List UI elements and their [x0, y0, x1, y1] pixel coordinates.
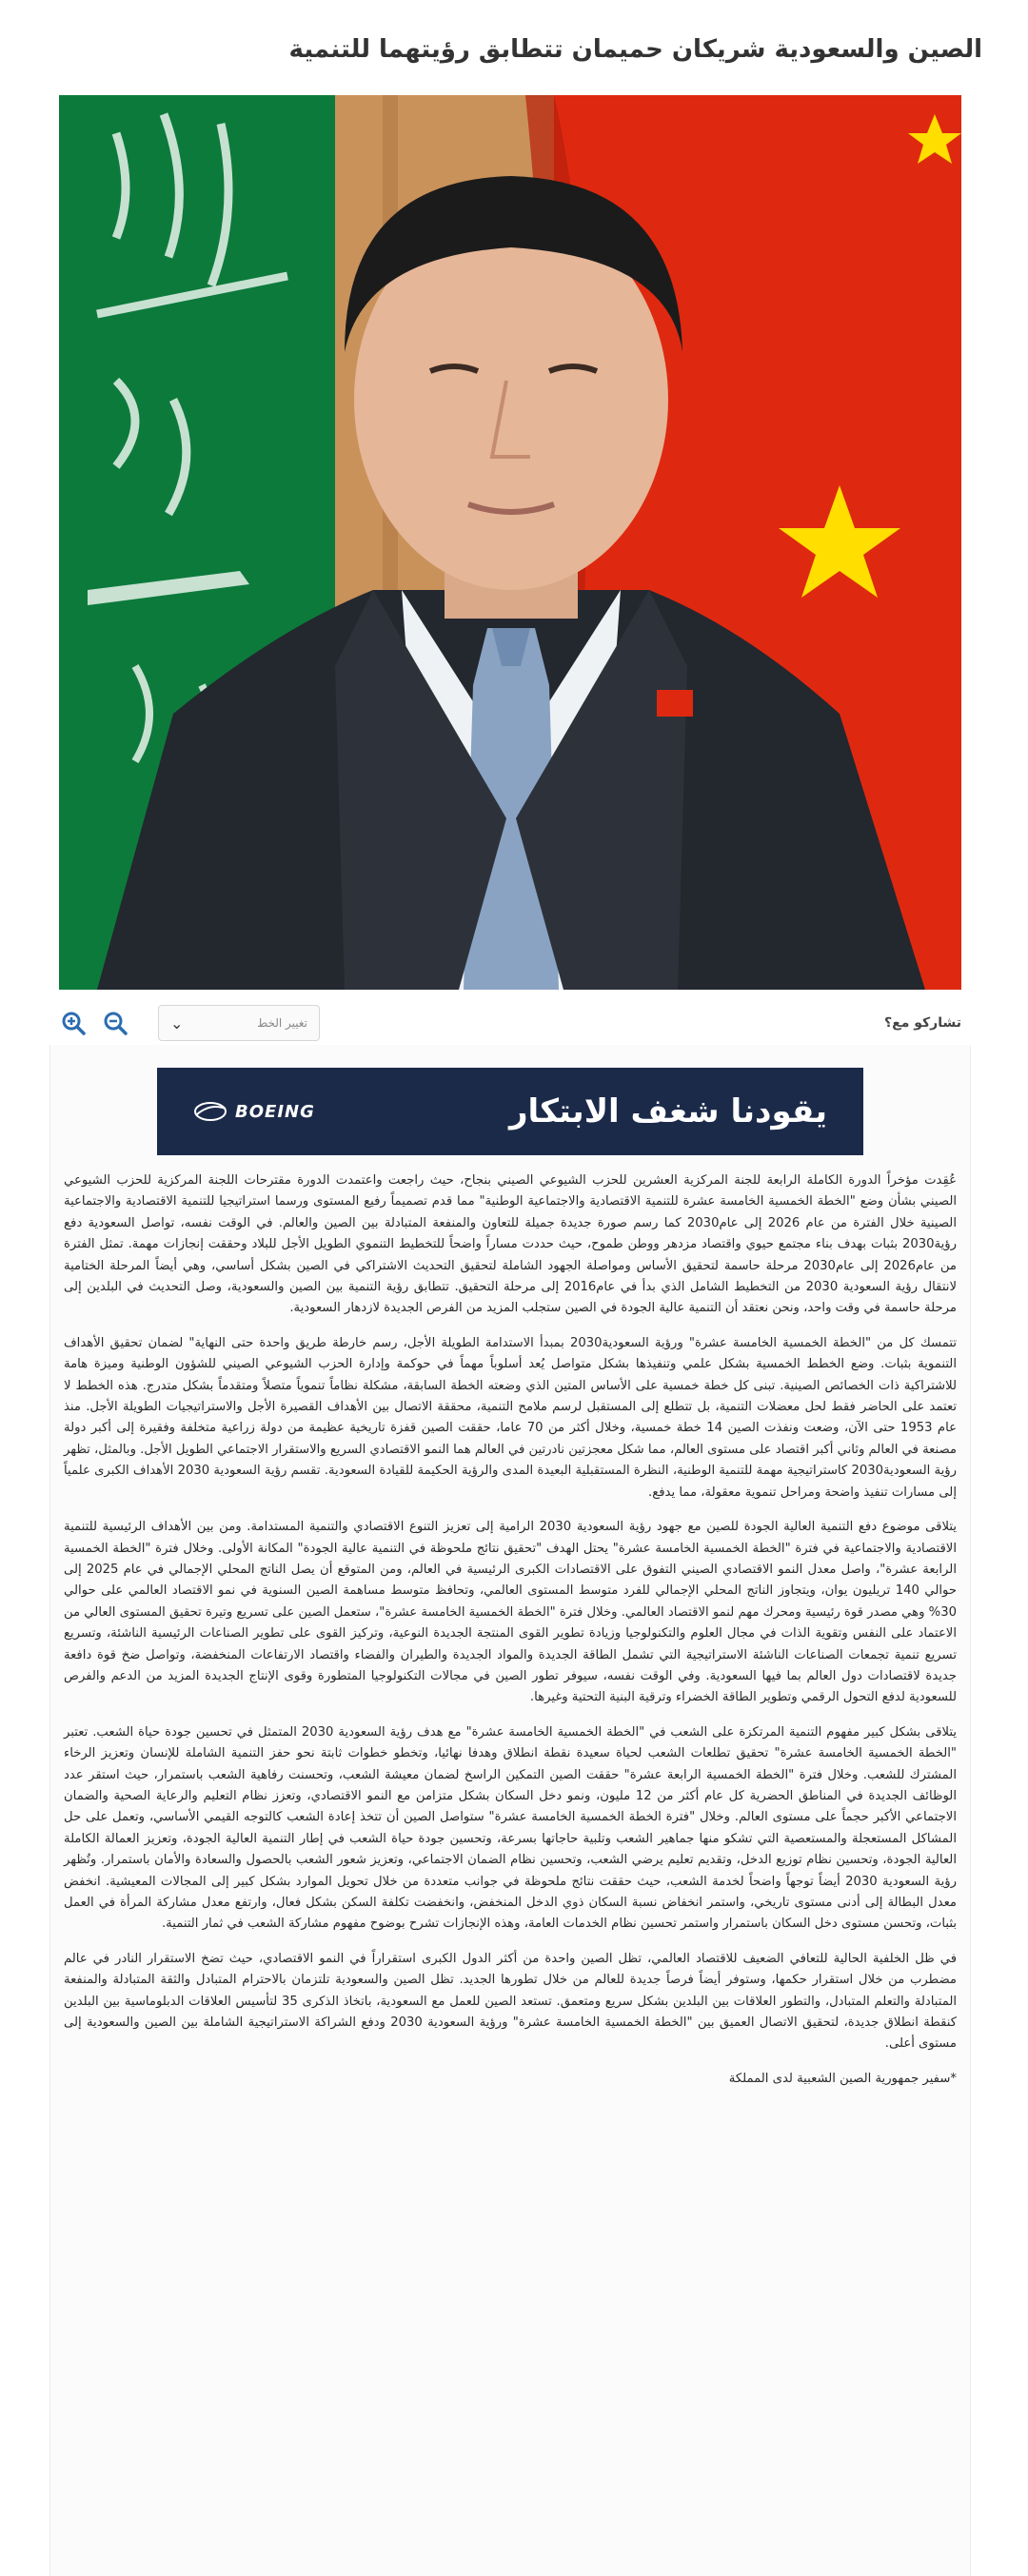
paragraph: يتلاقى موضوع دفع التنمية العالية الجودة للصين مع جهود رؤية السعودية 2030 الرامية إلى تعزيز التنوع الاقتصادي والتنمية المستدامة. ومن بين الأهداف الرئيسية للتنمية الاقتصادية والاجتماعية في فترة "الخطة الخمسية الخامسة عشرة" يحتل الهدف "تحقيق نتائج ملحوظة في التنمية عالية الجودة" المكانة الأولى. وخلال فترة "الخطة الخمسية الرابعة عشرة"، واصل معدل النمو الاقتصادي الصيني التفوق على الاقتصادات الكبرى الرئيسية في العالم، ومن المتوقع أن يصل الناتج المحلي الإجمالي في عام 2025 إلى حوالي 140 تريليون يوان، ويتجاوز الناتج المحلي الإجمالي للفرد متوسط المستوى العالمي، وتحافظ متوسط مساهمة الصين السنوية في نمو الاقتصاد العالمي على حوالي 30% وهي مصدر قوة رئيسية ومحرك مهم لنمو الاقتصاد العالمي. وخلال فترة "الخطة الخمسية الخامسة عشرة"، ستعمل الصين على تسريع وتيرة تحقيق المستوى العالي من الاعتماد على النفس وتقوية الذات في مجال العلوم والتكنولوجيا وزيادة تطوير القوى المنتجة الجديدة النوعية، وتركيز القوى على تطوير الصناعات الرئيسية الناشئة، وتسريع تسريع تنمية تجمعات الصناعات الناشئة الاستراتيجية التي تشمل الطاقة الجديدة والمواد الجديدة والطيران والفضاء واقتصاد الارتفاعات المنخفضة، وتواصل ضخ قوة دافعة جديدة لاقتصادات دول العالم بما فيها السعودية. وفي الوقت نفسه، سيوفر تطور الصين في مجالات التكنولوجيا المتطورة وقوى الإنتاج الجديدة المزيد من الدعم والفرص للسعودية لدفع التحول الرقمي وتطوير الطاقة الخضراء وترقية البنية التحتية وغيرها. — [64, 1520, 957, 1705]
paragraph: يتلاقى بشكل كبير مفهوم التنمية المرتكزة على الشعب في "الخطة الخمسية الخامسة عشرة" مع هدف رؤية السعودية 2030 المتمثل في تحسين جودة حياة الشعب. تعتبر "الخطة الخمسية الخامسة عشرة" تحقيق تطلعات الشعب لحياة سعيدة نقطة انطلاق وهدفا نهائيا، وتخطو خطوات ثابتة نحو حفز التنمية الشاملة للإنسان وتعزيز الرخاء المشترك للشعب. وخلال فترة "الخطة الخمسية الرابعة عشرة" حققت الصين التمكين الراسخ لضمان معيشة الشعب، وتحسنت رفاهية الشعب باستمرار، حيث استقر عدد الوظائف الجديدة في المناطق الحضرية كل عام أكثر من 12 مليون، ونمو دخل السكان بشكل متزامن مع النمو الاقتصادي، وتعزز نظام التعليم والرعاية الصحية والضمان الاجتماعي الأكبر حجماً على مستوى العالم. وخلال "فترة الخطة الخمسية الخامسة عشرة" ستواصل الصين أن تتخذ إعادة الشعب كالتوجه القيمي الأساسي، وتعمل على حل المشاكل المستعجلة والمستعصية التي تشكو منها جماهير الشعب وتلبية حاجاتها بسرعة، وتحسين جودة حياة الشعب في إطار التنمية العالية الجودة، وتعزيز العمالة الكاملة العالية الجودة، وتحسين نظام توزيع الدخل، وتقديم تعليم يرضي الشعب، وتحسين نظام الضمان الاجتماعي، وتعزيز شعور الشعب بالحصول والسعادة والأمان باستمرار. وتُظهر رؤية السعودية 2030 أيضاً توجهاً واضحاً لخدمة الشعب، حيث حققت نتائج ملحوظة في جوانب متعددة من خلال تحويل الموارد بشكل كبير إلى المجالات المعيشية. انخفض معدل البطالة إلى أدنى مستوى تاريخي، واستمر انخفاض نسبة السكان ذوي الدخل المنخفض، وانخفضت تكلفة السكن بشكل فعال، وارتفع معدل مشاركة المرأة في العمل بثبات، وتحسن مستوى دخل السكان باستمرار واستمر تحسين نظام الخدمات العامة، وهذه الإنجازات تشرح بوضوح مفهوم مشاركة الشعب في ثمار التنمية. — [64, 1724, 957, 1932]
ad-brand — [193, 1101, 315, 1122]
zoom-in-icon[interactable] — [59, 1009, 88, 1037]
article-title: الصين والسعودية شريكان حميمان تتطابق رؤيتهما للتنمية — [288, 35, 982, 64]
ad-brand-text: BOEING — [235, 1101, 315, 1122]
paragraph: عُقِدت مؤخراً الدورة الكاملة الرابعة للجنة المركزية العشرين للحزب الشيوعي الصيني بنجاح، حيث راجعت واعتمدت الدورة مقترحات اللجنة المركزية للحزب الشيوعي الصيني بشأن وضع "الخطة الخمسية الخامسة عشرة للتنمية الاقتصادية والاجتماعية الوطنية" مما قدم تصميماً رفيع المستوى ورسما استراتيجيا للتنمية الاقتصادية والاجتماعية الصينية خلال الفترة من عام 2026 إلى عام2030 كما رسم صورة جديدة جميلة للتعاون والمنفعة المتبادلة بين الصين والعالم. في الوقت نفسه، تواصل السعودية دفع رؤية2030 بثبات بهدف بناء مجتمع حيوي واقتصاد مزدهر ووطن طموح، حيث حددت مساراً واضحاً للتخطيط التنموي الطويل الأجل للبلاد وحققت إنجازات مهمة. تمثل الفترة من عام2026 إلى عام2030 مرحلة حاسمة لتحقيق الأساس ومواصلة الجهود الشاملة لتحقيق التحديث الاشتراكي في الصين بشكل أساسي، وهي أيضاً المرحلة الختامية لانتقال رؤية السعودية 2030 من التخطيط الشامل الذي بدأ في عام2016 إلى مرحلة التحقيق. تتطابق رؤية التنمية بين الصين والسعودية، وصل التحديث في البلدين إلى مرحلة حاسمة في وقت واحد، ونحن نعتقد أن التنمية عالية الجودة في الصين ستجلب المزيد من الفرص الجديدة لازدهار السعودية. — [64, 1173, 957, 1316]
paragraph: تتمسك كل من "الخطة الخمسية الخامسة عشرة" ورؤية السعودية2030 بمبدأ الاستدامة الطويلة الأجل، رسم خارطة طريق واحدة حتى النهاية" لضمان تحقيق الأهداف التنموية بثبات. وضع الخطط الخمسية بشكل علمي وتنفيذها بشكل متواصل يُعد أسلوباً مهماً في حوكمة وإدارة الحزب الشيوعي الصيني للشؤون الوطنية وميزة هامة للاشتراكية ذات الخصائص الصينية. تبنى كل خطة خمسية على الأساس المتين الذي وضعته الخطة السابقة، مشكلة نظاماً تنموياً متصلاً ومتقدماً بشكل متدرج. هذه الخطط لا تعتمد على الحاضر فقط لحل معضلات التنمية، بل تتطلع إلى المستقبل لرسم ملامح التنمية، محققة الاتصال بين الأهداف القصيرة الأجل والاستراتيجيات الطويلة الأجل. منذ عام 1953 حتى الآن، وضعت ونفذت الصين 14 خطة خمسية، وخلال أكثر من 70 عاما، حققت الصين قفزة تاريخية عظيمة من دولة زراعية متخلفة وفقيرة إلى أكبر دولة مصنعة في العالم وثاني أكبر اقتصاد على مستوى العالم، مما شكل معجزتين نادرتين في العالم هما النمو الاقتصادي السريع والاستقرار الاجتماعي الطويل الأجل. وبالمثل، تظهر رؤية السعودية2030 كاستراتيجية مهمة للتنمية الوطنية، النظرة المستقبلية البعيدة المدى والرؤية الحكيمة للقيادة السعودية. تقسم رؤية السعودية 2030 الأهداف الكبرى علمياً إلى مسارات تنفيذ واضحة ومراحل تنموية معقولة، مما يدفع. — [64, 1335, 957, 1500]
zoom-out-icon[interactable] — [101, 1009, 129, 1037]
article-body — [49, 1045, 971, 2576]
hero-photo — [59, 95, 961, 990]
article-toolbar — [59, 1001, 961, 1045]
toolbar-controls — [59, 1005, 320, 1041]
article-paragraphs — [64, 1170, 957, 2090]
ad-banner[interactable] — [157, 1068, 863, 1155]
chevron-down-icon: ⌄ — [170, 1013, 184, 1032]
paragraph: في ظل الخلفية الحالية للتعافي الضعيف للاقتصاد العالمي، تظل الصين واحدة من أكثر الدول الكبرى استقراراً في النمو الاقتصادي، حيث تضخ الاستقرار النادر في عالم مضطرب من خلال استقرار حكمها، وستوفر أيضاً فرصاً جديدة للعالم من خلال تطورها الجديد. تظل الصين والسعودية تلتزمان بالاحترام المتبادل والثقة المتبادلة والمنفعة المتبادلة والتعلم المتبادل، والتطور العلاقات بين البلدين بشكل سريع ومتعمق. تستعد الصين للعمل مع السعودية، باتخاذ الذكرى 35 لتأسيس العلاقات الدبلوماسية بين البلدين كنقطة انطلاق جديدة، لتحقيق الاتصال العميق بين "الخطة الخمسية الخامسة عشرة" ورؤية السعودية 2030 ودفع الشراكة الاستراتيجية الشاملة بين الصين والسعودية إلى مستوى أعلى. — [64, 1951, 958, 2052]
ad-slogan: يقودنا شغف الابتكار — [508, 1092, 827, 1131]
boeing-logo-icon — [193, 1101, 227, 1122]
portrait-photo — [59, 95, 961, 990]
font-select[interactable] — [158, 1005, 320, 1041]
share-label[interactable]: تشاركو مع؟ — [884, 1015, 961, 1031]
author-signature: *سفير جمهورية الصين الشعبية لدى المملكة — [728, 2071, 957, 2086]
font-select-value: تغيير الخط — [257, 1016, 307, 1030]
